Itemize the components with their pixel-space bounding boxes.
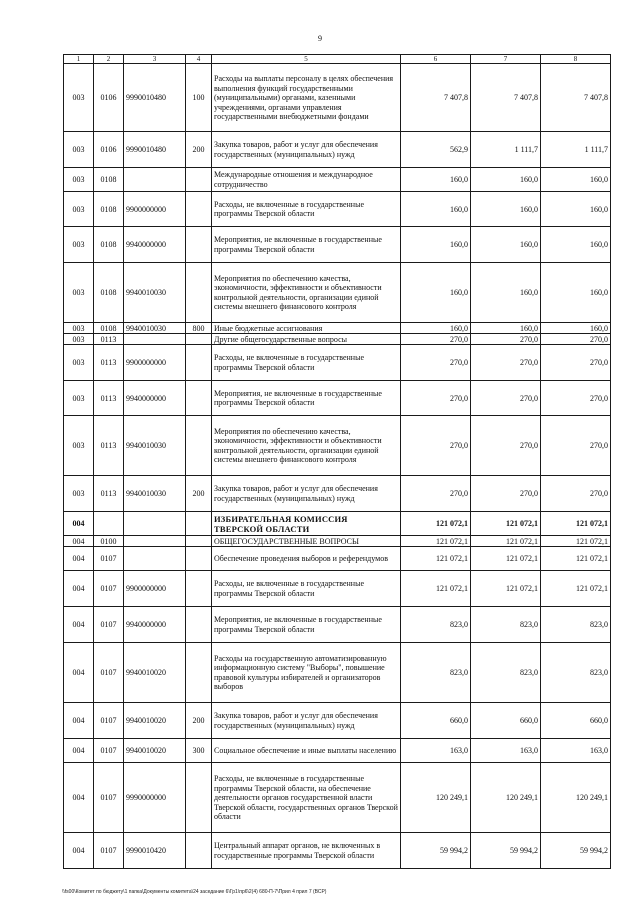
cell-amount-1: 823,0 xyxy=(401,607,471,643)
cell-ministry: 003 xyxy=(64,64,94,132)
cell-ministry: 004 xyxy=(64,739,94,763)
cell-ministry: 003 xyxy=(64,168,94,192)
cell-section: 0107 xyxy=(94,739,124,763)
cell-expense-type xyxy=(186,536,212,547)
cell-name: Мероприятия по обеспечению качества, экономичности, эффективности и объективности контрольной деятельности, организации единой системы внешнего финансового контроля xyxy=(212,416,401,476)
cell-amount-3: 270,0 xyxy=(541,345,611,381)
cell-ministry: 004 xyxy=(64,763,94,833)
cell-ministry: 003 xyxy=(64,334,94,345)
cell-expense-type xyxy=(186,607,212,643)
cell-target-article: 9900000000 xyxy=(124,345,186,381)
cell-amount-2: 120 249,1 xyxy=(471,763,541,833)
cell-amount-3: 160,0 xyxy=(541,192,611,227)
cell-target-article: 9940010020 xyxy=(124,703,186,739)
cell-amount-3: 270,0 xyxy=(541,381,611,416)
cell-name: Мероприятия, не включенные в государственные программы Тверской области xyxy=(212,227,401,263)
table-row xyxy=(64,703,611,739)
cell-amount-1: 160,0 xyxy=(401,168,471,192)
cell-section xyxy=(94,512,124,536)
cell-amount-3: 163,0 xyxy=(541,739,611,763)
cell-amount-2: 270,0 xyxy=(471,345,541,381)
cell-section: 0107 xyxy=(94,703,124,739)
cell-amount-2: 270,0 xyxy=(471,381,541,416)
cell-amount-3: 823,0 xyxy=(541,607,611,643)
cell-amount-3: 160,0 xyxy=(541,227,611,263)
table-row xyxy=(64,476,611,512)
column-header: 7 xyxy=(471,55,541,64)
cell-amount-2: 660,0 xyxy=(471,703,541,739)
cell-expense-type: 300 xyxy=(186,739,212,763)
cell-expense-type xyxy=(186,334,212,345)
table-row xyxy=(64,168,611,192)
table-row xyxy=(64,833,611,869)
cell-expense-type xyxy=(186,643,212,703)
cell-amount-2: 121 072,1 xyxy=(471,536,541,547)
cell-ministry: 003 xyxy=(64,345,94,381)
cell-amount-2: 1 111,7 xyxy=(471,132,541,168)
cell-target-article xyxy=(124,547,186,571)
cell-expense-type xyxy=(186,345,212,381)
cell-ministry: 003 xyxy=(64,263,94,323)
cell-expense-type xyxy=(186,192,212,227)
table-row xyxy=(64,571,611,607)
cell-expense-type xyxy=(186,227,212,263)
cell-ministry: 003 xyxy=(64,132,94,168)
cell-target-article: 9900000000 xyxy=(124,571,186,607)
table-row xyxy=(64,547,611,571)
cell-name: Центральный аппарат органов, не включенных в государственные программы Тверской области xyxy=(212,833,401,869)
cell-amount-1: 160,0 xyxy=(401,227,471,263)
cell-amount-2: 160,0 xyxy=(471,227,541,263)
cell-target-article: 9990010480 xyxy=(124,132,186,168)
cell-expense-type xyxy=(186,381,212,416)
cell-amount-3: 1 111,7 xyxy=(541,132,611,168)
cell-expense-type xyxy=(186,168,212,192)
cell-amount-2: 160,0 xyxy=(471,263,541,323)
cell-amount-2: 59 994,2 xyxy=(471,833,541,869)
cell-name: Расходы на государственную автоматизированную информационную систему "Выборы", повышение правовой культуры избирателей и организаторов выборов xyxy=(212,643,401,703)
cell-amount-3: 121 072,1 xyxy=(541,571,611,607)
table-row xyxy=(64,416,611,476)
cell-expense-type xyxy=(186,263,212,323)
cell-expense-type: 200 xyxy=(186,703,212,739)
cell-section: 0108 xyxy=(94,192,124,227)
cell-target-article: 9990010480 xyxy=(124,64,186,132)
cell-expense-type: 100 xyxy=(186,64,212,132)
table-row xyxy=(64,381,611,416)
cell-ministry: 004 xyxy=(64,703,94,739)
cell-name: Мероприятия, не включенные в государственные программы Тверской области xyxy=(212,607,401,643)
file-path-footer: \\fs00\Комитет по бюджету\1 папка\Документы комитета\24 заседание 6\Гр1\пр6\2(4) 680-П-7\Прил 4 прил 7 (ВСР) xyxy=(62,889,327,895)
column-header: 4 xyxy=(186,55,212,64)
column-header: 2 xyxy=(94,55,124,64)
column-number-row xyxy=(64,55,611,64)
cell-section: 0113 xyxy=(94,416,124,476)
cell-amount-3: 160,0 xyxy=(541,323,611,334)
cell-amount-1: 7 407,8 xyxy=(401,64,471,132)
cell-amount-1: 121 072,1 xyxy=(401,512,471,536)
cell-ministry: 003 xyxy=(64,416,94,476)
cell-section: 0108 xyxy=(94,263,124,323)
cell-amount-3: 121 072,1 xyxy=(541,536,611,547)
table-row xyxy=(64,536,611,547)
cell-target-article: 9940000000 xyxy=(124,607,186,643)
cell-amount-1: 562,9 xyxy=(401,132,471,168)
column-header: 6 xyxy=(401,55,471,64)
cell-amount-1: 270,0 xyxy=(401,476,471,512)
cell-amount-3: 59 994,2 xyxy=(541,833,611,869)
cell-target-article: 9990000000 xyxy=(124,763,186,833)
cell-section: 0113 xyxy=(94,381,124,416)
cell-name: Расходы, не включенные в государственные программы Тверской области xyxy=(212,192,401,227)
cell-target-article xyxy=(124,536,186,547)
cell-name: Расходы, не включенные в государственные программы Тверской области xyxy=(212,345,401,381)
cell-amount-1: 121 072,1 xyxy=(401,571,471,607)
cell-target-article xyxy=(124,334,186,345)
cell-section: 0108 xyxy=(94,227,124,263)
cell-name: ИЗБИРАТЕЛЬНАЯ КОМИССИЯ ТВЕРСКОЙ ОБЛАСТИ xyxy=(212,512,401,536)
cell-ministry: 004 xyxy=(64,643,94,703)
cell-amount-1: 160,0 xyxy=(401,323,471,334)
cell-amount-3: 121 072,1 xyxy=(541,512,611,536)
cell-amount-2: 270,0 xyxy=(471,416,541,476)
cell-section: 0107 xyxy=(94,571,124,607)
table-row xyxy=(64,512,611,536)
cell-section: 0106 xyxy=(94,132,124,168)
cell-target-article: 9940010030 xyxy=(124,476,186,512)
cell-amount-1: 270,0 xyxy=(401,334,471,345)
cell-name: Закупка товаров, работ и услуг для обеспечения государственных (муниципальных) нужд xyxy=(212,132,401,168)
cell-target-article: 9940010020 xyxy=(124,643,186,703)
table-row xyxy=(64,263,611,323)
table-row xyxy=(64,132,611,168)
cell-ministry: 003 xyxy=(64,381,94,416)
cell-amount-1: 59 994,2 xyxy=(401,833,471,869)
cell-target-article: 9900000000 xyxy=(124,192,186,227)
cell-section: 0108 xyxy=(94,168,124,192)
cell-amount-3: 121 072,1 xyxy=(541,547,611,571)
page-number: 9 xyxy=(318,34,322,43)
cell-ministry: 004 xyxy=(64,547,94,571)
cell-target-article xyxy=(124,168,186,192)
cell-amount-1: 270,0 xyxy=(401,381,471,416)
cell-amount-1: 121 072,1 xyxy=(401,536,471,547)
cell-ministry: 004 xyxy=(64,607,94,643)
cell-amount-2: 163,0 xyxy=(471,739,541,763)
cell-ministry: 004 xyxy=(64,536,94,547)
cell-amount-3: 270,0 xyxy=(541,334,611,345)
cell-name: Расходы на выплаты персоналу в целях обеспечения выполнения функций государственными (муниципальными) органами, казенными учреждениями, органами управления государственными внебюджетными фондами xyxy=(212,64,401,132)
cell-amount-1: 823,0 xyxy=(401,643,471,703)
cell-name: Социальное обеспечение и иные выплаты населению xyxy=(212,739,401,763)
cell-target-article: 9940010020 xyxy=(124,739,186,763)
cell-amount-3: 660,0 xyxy=(541,703,611,739)
column-header: 3 xyxy=(124,55,186,64)
cell-section: 0108 xyxy=(94,323,124,334)
cell-name: Закупка товаров, работ и услуг для обеспечения государственных (муниципальных) нужд xyxy=(212,476,401,512)
cell-expense-type: 200 xyxy=(186,132,212,168)
cell-ministry: 004 xyxy=(64,571,94,607)
table-row xyxy=(64,192,611,227)
cell-section: 0106 xyxy=(94,64,124,132)
cell-section: 0107 xyxy=(94,833,124,869)
cell-amount-2: 160,0 xyxy=(471,323,541,334)
cell-amount-3: 120 249,1 xyxy=(541,763,611,833)
cell-amount-1: 660,0 xyxy=(401,703,471,739)
cell-amount-2: 160,0 xyxy=(471,168,541,192)
table-row xyxy=(64,345,611,381)
cell-expense-type: 200 xyxy=(186,476,212,512)
cell-amount-3: 160,0 xyxy=(541,168,611,192)
cell-amount-2: 7 407,8 xyxy=(471,64,541,132)
cell-amount-1: 120 249,1 xyxy=(401,763,471,833)
cell-expense-type xyxy=(186,547,212,571)
cell-section: 0113 xyxy=(94,334,124,345)
column-header: 1 xyxy=(64,55,94,64)
cell-amount-1: 160,0 xyxy=(401,263,471,323)
cell-amount-3: 160,0 xyxy=(541,263,611,323)
table-row xyxy=(64,227,611,263)
cell-ministry: 003 xyxy=(64,227,94,263)
cell-ministry: 003 xyxy=(64,476,94,512)
cell-name: Мероприятия, не включенные в государственные программы Тверской области xyxy=(212,381,401,416)
cell-expense-type xyxy=(186,416,212,476)
cell-amount-2: 823,0 xyxy=(471,607,541,643)
cell-name: Международные отношения и международное сотрудничество xyxy=(212,168,401,192)
cell-amount-1: 270,0 xyxy=(401,416,471,476)
cell-amount-3: 7 407,8 xyxy=(541,64,611,132)
cell-amount-1: 121 072,1 xyxy=(401,547,471,571)
cell-amount-3: 270,0 xyxy=(541,416,611,476)
cell-amount-2: 121 072,1 xyxy=(471,547,541,571)
cell-ministry: 003 xyxy=(64,323,94,334)
cell-name: Расходы, не включенные в государственные программы Тверской области, на обеспечение деятельности органов государственной власти Тверской области, государственных органов Тверской области xyxy=(212,763,401,833)
cell-name: Закупка товаров, работ и услуг для обеспечения государственных (муниципальных) нужд xyxy=(212,703,401,739)
column-header: 8 xyxy=(541,55,611,64)
cell-amount-3: 823,0 xyxy=(541,643,611,703)
cell-amount-3: 270,0 xyxy=(541,476,611,512)
cell-amount-2: 270,0 xyxy=(471,334,541,345)
cell-section: 0107 xyxy=(94,547,124,571)
table-row xyxy=(64,323,611,334)
cell-target-article: 9940000000 xyxy=(124,227,186,263)
table-row xyxy=(64,334,611,345)
cell-section: 0107 xyxy=(94,607,124,643)
cell-ministry: 004 xyxy=(64,512,94,536)
cell-amount-1: 160,0 xyxy=(401,192,471,227)
table-row xyxy=(64,607,611,643)
cell-ministry: 003 xyxy=(64,192,94,227)
cell-amount-2: 160,0 xyxy=(471,192,541,227)
budget-table xyxy=(63,54,611,869)
cell-target-article: 9940000000 xyxy=(124,381,186,416)
cell-target-article: 9940010030 xyxy=(124,416,186,476)
cell-expense-type: 800 xyxy=(186,323,212,334)
cell-ministry: 004 xyxy=(64,833,94,869)
column-header: 5 xyxy=(212,55,401,64)
table-row xyxy=(64,643,611,703)
table-row xyxy=(64,64,611,132)
cell-expense-type xyxy=(186,833,212,869)
cell-name: Расходы, не включенные в государственные программы Тверской области xyxy=(212,571,401,607)
cell-target-article: 9940010030 xyxy=(124,323,186,334)
cell-name: ОБЩЕГОСУДАРСТВЕННЫЕ ВОПРОСЫ xyxy=(212,536,401,547)
cell-amount-1: 163,0 xyxy=(401,739,471,763)
cell-section: 0107 xyxy=(94,763,124,833)
cell-section: 0113 xyxy=(94,476,124,512)
cell-name: Иные бюджетные ассигнования xyxy=(212,323,401,334)
cell-target-article: 9940010030 xyxy=(124,263,186,323)
cell-amount-2: 270,0 xyxy=(471,476,541,512)
cell-name: Мероприятия по обеспечению качества, экономичности, эффективности и объективности контрольной деятельности, организации единой системы внешнего финансового контроля xyxy=(212,263,401,323)
cell-name: Другие общегосударственные вопросы xyxy=(212,334,401,345)
cell-expense-type xyxy=(186,512,212,536)
cell-amount-2: 121 072,1 xyxy=(471,571,541,607)
cell-section: 0107 xyxy=(94,643,124,703)
cell-amount-1: 270,0 xyxy=(401,345,471,381)
cell-section: 0113 xyxy=(94,345,124,381)
table-row xyxy=(64,763,611,833)
cell-target-article xyxy=(124,512,186,536)
cell-section: 0100 xyxy=(94,536,124,547)
cell-amount-2: 121 072,1 xyxy=(471,512,541,536)
cell-amount-2: 823,0 xyxy=(471,643,541,703)
cell-name: Обеспечение проведения выборов и референдумов xyxy=(212,547,401,571)
cell-expense-type xyxy=(186,571,212,607)
cell-expense-type xyxy=(186,763,212,833)
cell-target-article: 9990010420 xyxy=(124,833,186,869)
table-row xyxy=(64,739,611,763)
